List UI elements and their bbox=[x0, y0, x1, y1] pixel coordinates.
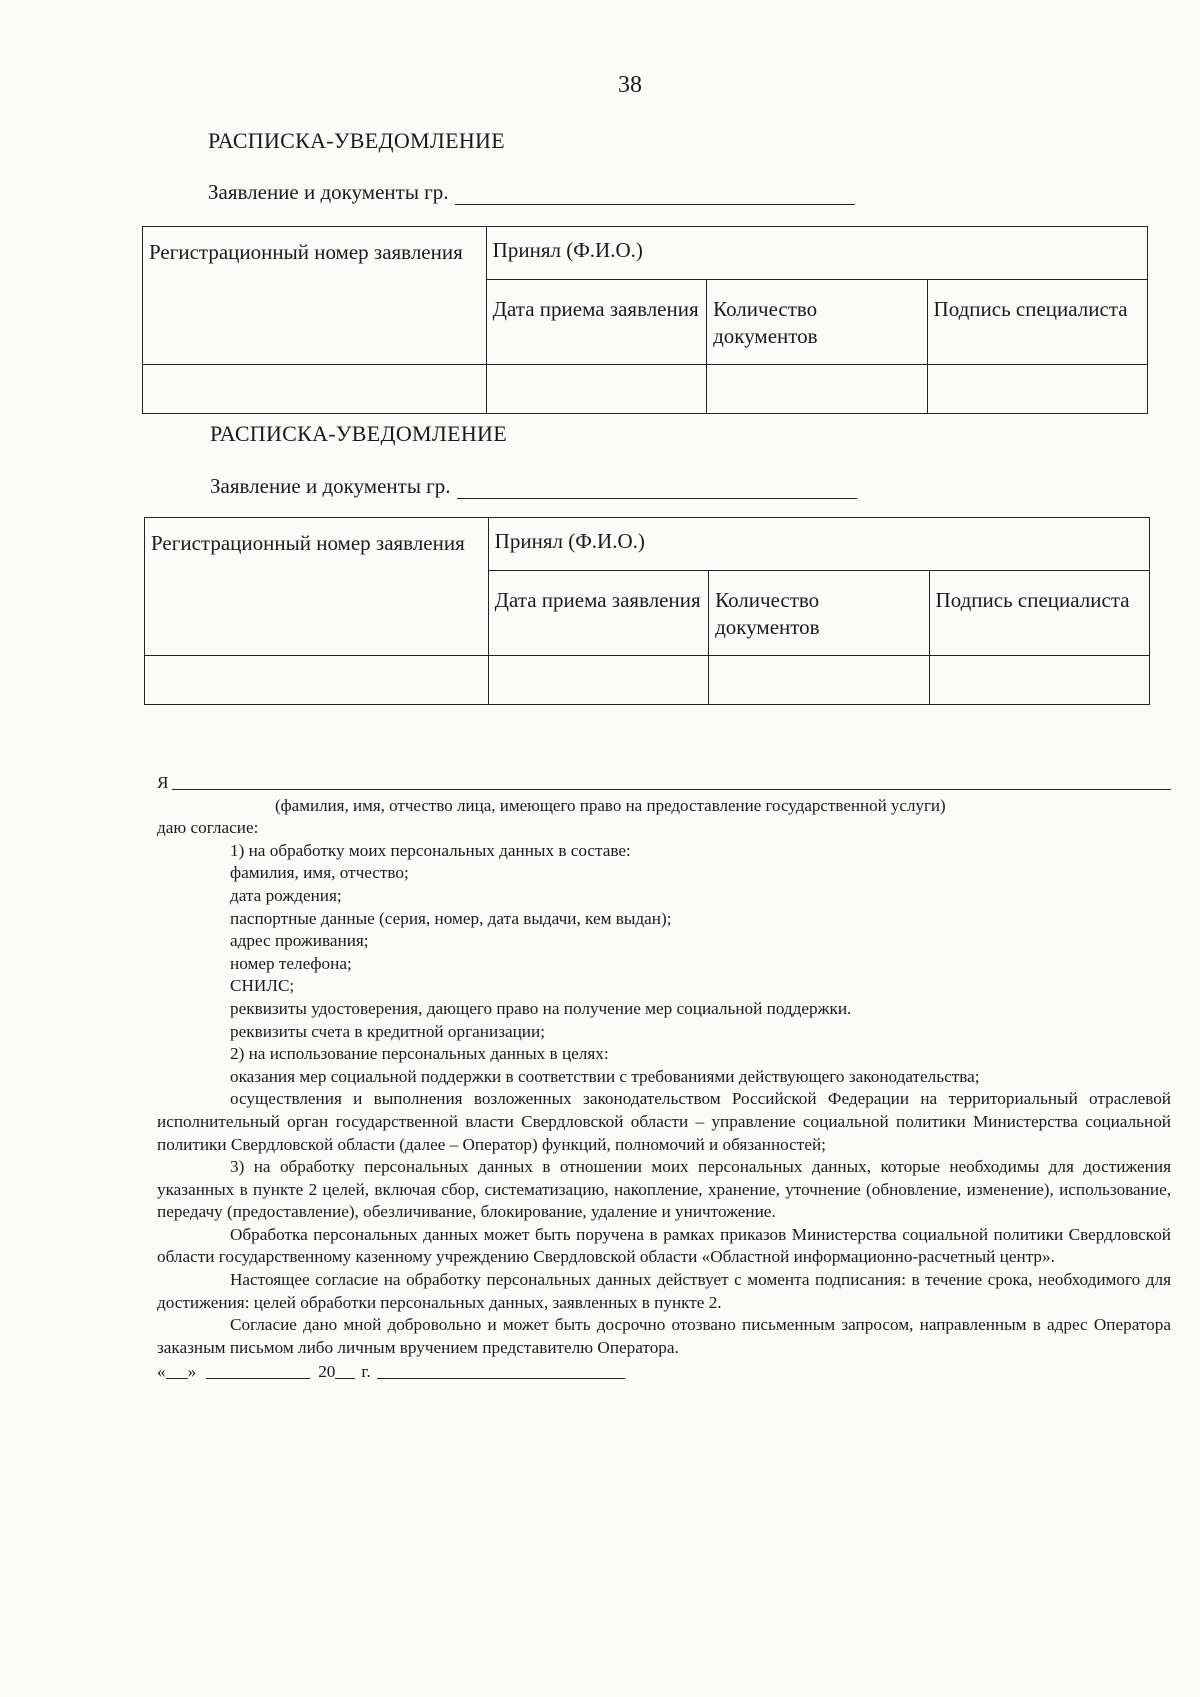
applicant-label: Заявление и документы гр. bbox=[210, 474, 451, 498]
consent-item-1: 1) на обработку моих персональных данных в составе: bbox=[230, 840, 631, 860]
validity-paragraph: Настоящее согласие на обработку персональных данных действует с момента подписания: в течение срока, необходимого для достижения: целей обработки персональных данных, заявленных в пункте 2. bbox=[157, 1270, 1171, 1312]
document-count-header: Количество документов bbox=[707, 280, 927, 365]
full-name-blank[interactable] bbox=[172, 788, 1171, 790]
revocation-paragraph: Согласие дано мной добровольно и может быть досрочно отозвано письменным запросом, направленным в адрес Оператора заказным письмом либо личным вручением представителю Оператора. bbox=[157, 1315, 1171, 1357]
applicant-line bbox=[210, 474, 857, 499]
data-item: СНИЛС; bbox=[230, 976, 295, 996]
date-received-header: Дата приема заявления bbox=[486, 280, 706, 365]
data-item: адрес проживания; bbox=[230, 931, 369, 951]
purpose-item: осуществления и выполнения возложенных законодательством Российской Федерации на территориальный отраслевой исполнительный орган государственной власти Свердловской области – управление социальной политики Министерства социальной политики Свердловской области (далее – Оператор) функций, полномочий и обязанностей; bbox=[157, 1089, 1171, 1154]
data-item: дата рождения; bbox=[230, 885, 342, 905]
reg-number-header: Регистрационный номер заявления bbox=[143, 227, 487, 365]
give-consent-text: даю согласие: bbox=[157, 818, 259, 838]
document-count-cell[interactable] bbox=[707, 365, 927, 414]
date-received-cell[interactable] bbox=[488, 656, 708, 705]
year-prefix: 20 bbox=[318, 1362, 336, 1382]
data-item: реквизиты счета в кредитной организации; bbox=[230, 1021, 545, 1041]
full-name-caption: (фамилия, имя, отчество лица, имеющего право на предоставление государственной услуги) bbox=[275, 795, 946, 815]
accepted-by-header: Принял (Ф.И.О.) bbox=[488, 518, 1149, 571]
year-blank[interactable] bbox=[335, 1377, 355, 1379]
reg-number-cell[interactable] bbox=[143, 365, 487, 414]
applicant-label: Заявление и документы гр. bbox=[208, 180, 449, 204]
data-item: номер телефона; bbox=[230, 953, 352, 973]
page-number: 38 bbox=[618, 72, 642, 98]
specialist-signature-cell[interactable] bbox=[929, 656, 1149, 705]
applicant-name-blank[interactable] bbox=[455, 203, 855, 205]
reg-number-header: Регистрационный номер заявления bbox=[145, 518, 489, 656]
date-received-cell[interactable] bbox=[486, 365, 706, 414]
receipt-title: РАСПИСКА-УВЕДОМЛЕНИЕ bbox=[208, 128, 505, 153]
receipt-table bbox=[142, 226, 1148, 414]
reg-number-cell[interactable] bbox=[145, 656, 489, 705]
data-item: паспортные данные (серия, номер, дата выдачи, кем выдан); bbox=[230, 908, 672, 928]
processing-paragraph: Обработка персональных данных может быть поручена в рамках приказов Министерства социальной политики Свердловской области государственному казенному учреждению Свердловской области «Областной информационно-расчетный центр». bbox=[157, 1224, 1171, 1267]
consent-section bbox=[157, 772, 1171, 1384]
receipt-table bbox=[144, 517, 1150, 705]
date-quote-open: « bbox=[157, 1362, 166, 1382]
year-suffix: г. bbox=[361, 1362, 371, 1382]
receipt-title: РАСПИСКА-УВЕДОМЛЕНИЕ bbox=[210, 421, 507, 446]
purpose-item: оказания мер социальной поддержки в соответствии с требованиями действующего законодательства; bbox=[230, 1066, 980, 1086]
date-received-header: Дата приема заявления bbox=[488, 571, 708, 656]
full-name-line bbox=[157, 772, 1171, 795]
applicant-line bbox=[208, 180, 855, 205]
month-blank[interactable] bbox=[206, 1377, 310, 1379]
ya-label: Я bbox=[157, 773, 169, 792]
date-quote-close: » bbox=[187, 1362, 197, 1382]
consent-item-2: 2) на использование персональных данных в целях: bbox=[230, 1044, 609, 1064]
date-signature-line bbox=[157, 1361, 1171, 1384]
data-item: фамилия, имя, отчество; bbox=[230, 863, 409, 883]
specialist-signature-header: Подпись специалиста bbox=[927, 280, 1147, 365]
applicant-name-blank[interactable] bbox=[457, 497, 857, 499]
consent-item-3: 3) на обработку персональных данных в отношении моих персональных данных, которые необходимы для достижения указанных в пункте 2 целей, включая сбор, систематизацию, накопление, хранение, уточнение (обновление, изменение), использование, передачу (предоставление), обезличивание, блокирование, удаление и уничтожение. bbox=[157, 1157, 1171, 1222]
specialist-signature-header: Подпись специалиста bbox=[929, 571, 1149, 656]
signature-blank[interactable] bbox=[377, 1377, 625, 1379]
data-item: реквизиты удостоверения, дающего право на получение мер социальной поддержки. bbox=[230, 998, 852, 1018]
day-blank[interactable] bbox=[166, 1377, 188, 1379]
specialist-signature-cell[interactable] bbox=[927, 365, 1147, 414]
document-count-cell[interactable] bbox=[709, 656, 929, 705]
document-count-header: Количество документов bbox=[709, 571, 929, 656]
accepted-by-header: Принял (Ф.И.О.) bbox=[486, 227, 1147, 280]
